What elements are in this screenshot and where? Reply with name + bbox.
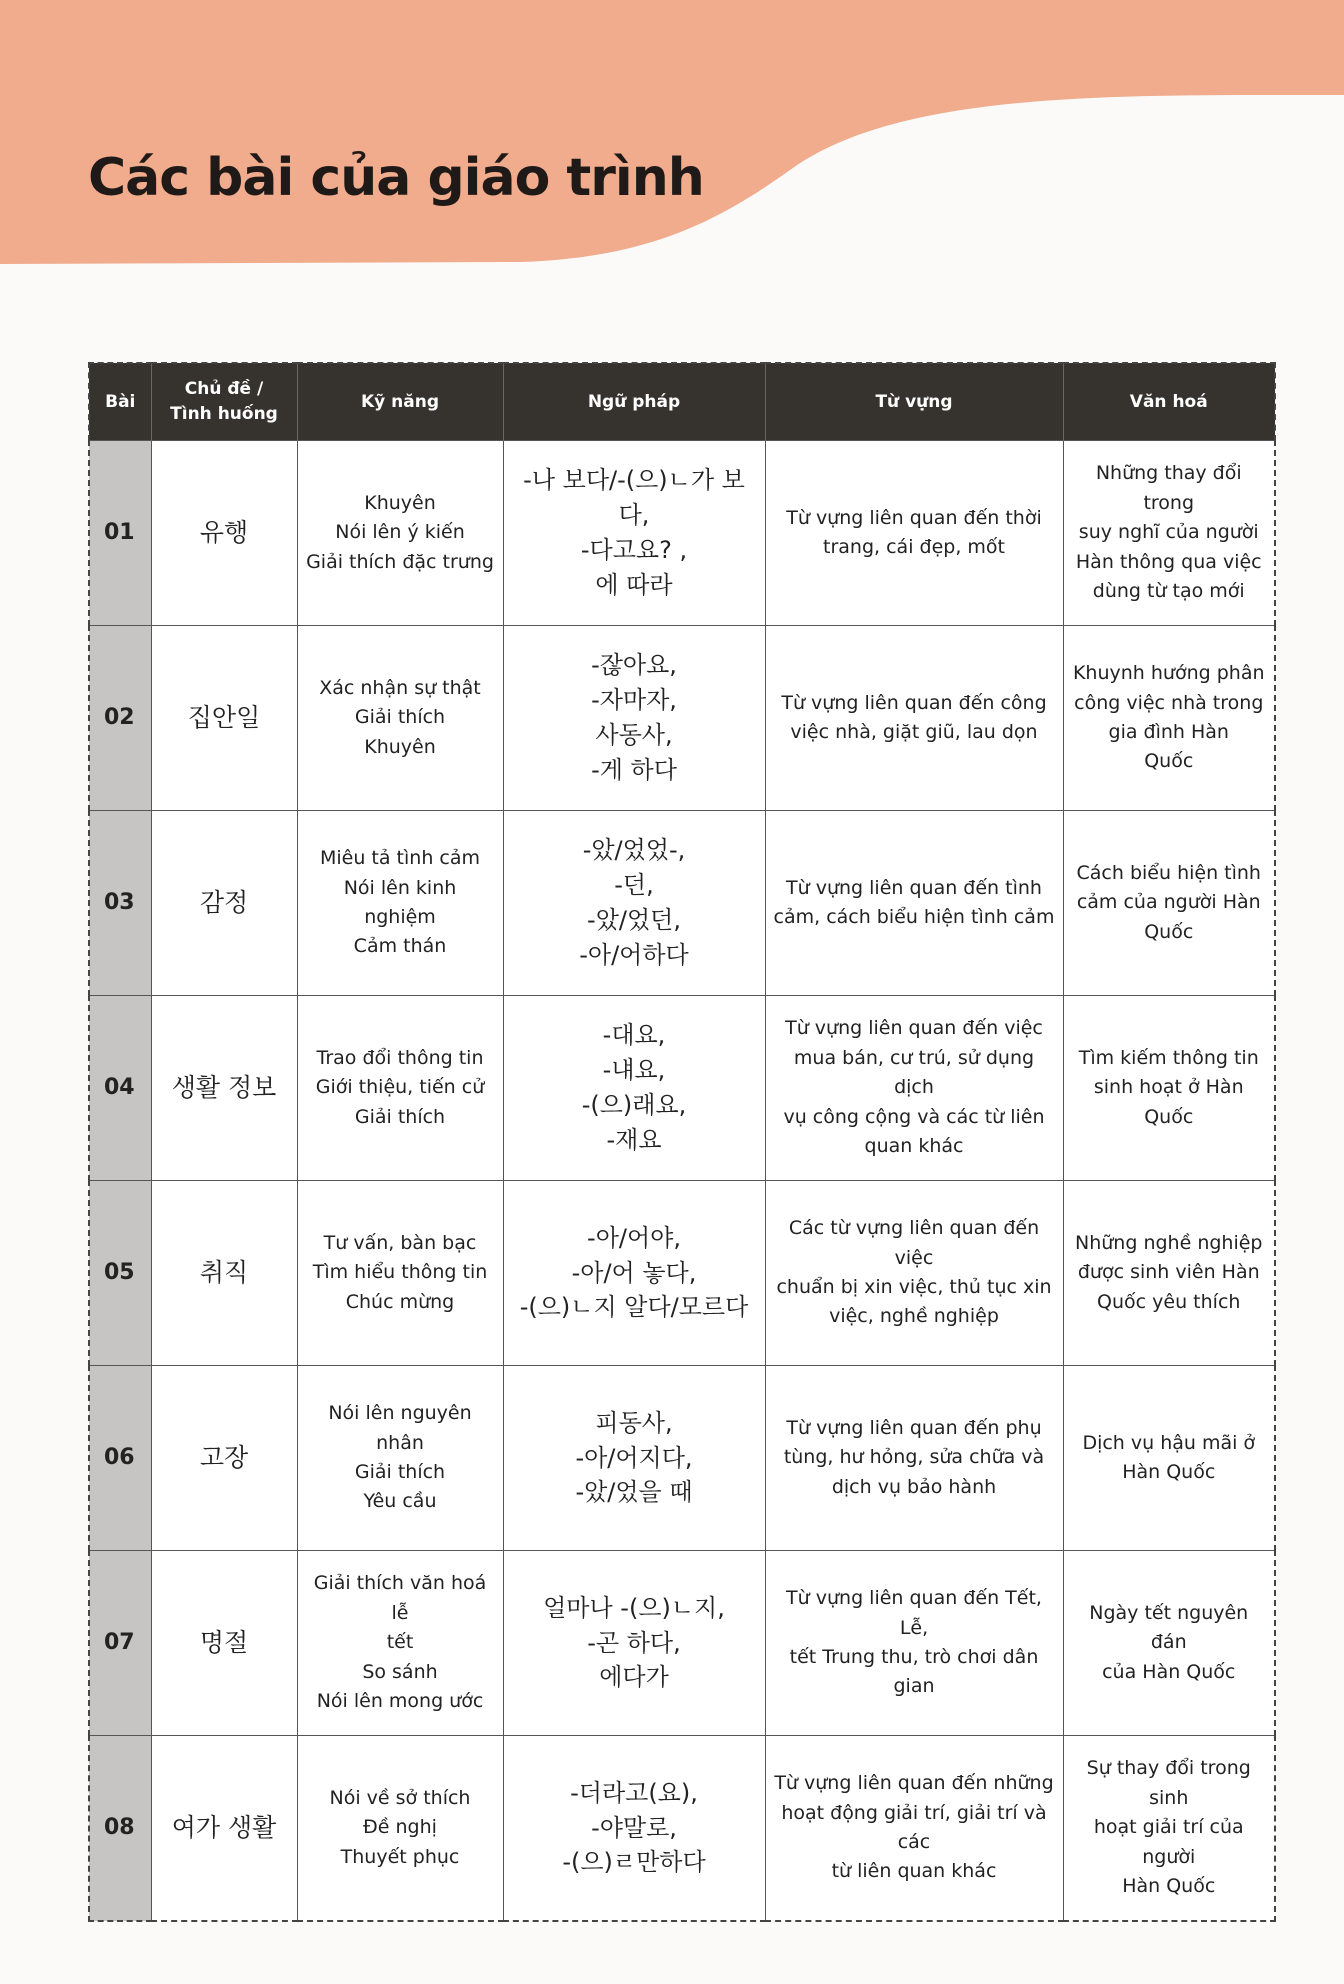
header-topic-line: Chủ đề / [184,379,264,400]
vocab-cell-line: chuẩn bị xin việc, thủ tục xin [776,1276,1052,1298]
grammar-cell-line: -(으)래요, [581,1091,687,1119]
banner-wave-shape [0,0,1344,264]
culture-cell-line: Hàn thông qua việc [1075,550,1262,573]
culture-cell-line: sinh hoạt ở Hàn Quốc [1093,1076,1244,1128]
grammar-cell-line: -았/었을 때 [575,1478,693,1507]
culture-cell-line: Những thay đổi trong [1095,462,1242,514]
header-lesson: Bài [89,363,151,441]
table-row [89,441,1275,626]
table-row [89,1551,1275,1736]
vocab-cell-line: cảm, cách biểu hiện tình cảm [773,906,1055,928]
curriculum-table [88,362,1276,1922]
vocab-cell-line: Từ vựng liên quan đến công [781,691,1047,714]
lesson-number: 06 [89,1366,151,1551]
skills-cell-line: Xác nhận sự thật [319,676,481,699]
topic-cell: 여가 생활 [151,1736,297,1922]
vocab-cell-line: vụ công cộng và các từ liên [783,1105,1045,1128]
header-skills: Kỹ năng [297,363,503,441]
skills-cell-line: Nói lên ý kiến [335,521,465,544]
skills-cell-line: Giải thích văn hoá lễ [313,1572,487,1624]
skills-cell [297,1736,503,1922]
culture-cell [1063,1736,1275,1922]
grammar-cell [503,626,765,811]
vocab-cell-line: Từ vựng liên quan đến những [774,1772,1054,1795]
vocab-cell-line: hoạt động giải trí, giải trí và các [781,1801,1047,1853]
vocab-cell-line: tùng, hư hỏng, sửa chữa và [783,1446,1045,1469]
header-topic [151,363,297,441]
grammar-cell-line: 에 따라 [595,570,673,599]
vocab-cell-line: từ liên quan khác [831,1860,997,1883]
skills-cell-line: Chúc mừng [345,1290,455,1313]
culture-cell-line: hoạt giải trí của người [1093,1816,1244,1868]
lesson-number: 04 [89,996,151,1181]
culture-cell-line: Khuynh hướng phân [1072,662,1265,685]
vocab-cell-line: quan khác [864,1135,964,1158]
topic-cell: 집안일 [151,626,297,811]
header-banner [0,0,1344,270]
vocab-cell [765,441,1063,626]
grammar-cell-line: -게 하다 [591,755,677,784]
skills-cell-line: Giải thích [354,1105,446,1128]
grammar-cell-line: -잖아요, [591,651,677,680]
skills-cell-line: Miêu tả tình cảm [319,847,481,870]
skills-cell-line: Yêu cầu [363,1490,437,1513]
grammar-cell-line: -(으)ㄹ만하다 [562,1848,706,1877]
grammar-cell-line: -냬요, [602,1056,666,1085]
topic-cell: 명절 [151,1551,297,1736]
skills-cell-line: Khuyên [364,491,436,514]
skills-cell-line: Nói lên kinh nghiệm [343,876,457,928]
grammar-cell-line: -재요 [606,1125,662,1154]
culture-cell [1063,441,1275,626]
skills-cell-line: Giải thích [354,1461,446,1483]
skills-cell-line: Nói lên nguyên nhân [328,1402,472,1454]
culture-cell [1063,626,1275,811]
vocab-cell [765,1366,1063,1551]
vocab-cell-line: Các từ vựng liên quan đến việc [788,1217,1040,1269]
grammar-cell-line: -나 보다/-(으)ㄴ가 보 [523,466,745,495]
page-title: Các bài của giáo trình [88,148,704,208]
culture-cell-line: Quốc [1144,750,1194,773]
vocab-cell [765,996,1063,1181]
skills-cell [297,1181,503,1366]
topic-cell: 취직 [151,1181,297,1366]
grammar-cell-line: 에다가 [599,1663,669,1692]
grammar-cell-line: -다고요? , [580,536,688,564]
skills-cell [297,1366,503,1551]
lesson-number: 05 [89,1181,151,1366]
skills-cell-line: Nói về sở thích [329,1786,471,1809]
table-row [89,626,1275,811]
grammar-cell-line: -던, [614,871,654,900]
grammar-cell-line: -더라고(요), [570,1778,698,1807]
culture-cell-line: dùng từ tạo mới [1092,580,1245,603]
header-topic-line: Tình huống [170,404,278,424]
vocab-cell [765,626,1063,811]
vocab-cell-line: Từ vựng liên quan đến tình [786,876,1042,899]
table-row [89,1736,1275,1922]
grammar-cell [503,441,765,626]
grammar-cell-line: 얼마나 -(으)ㄴ지, [543,1593,725,1622]
skills-cell [297,811,503,996]
grammar-cell-line: -아/어 놓다, [571,1258,697,1287]
vocab-cell-line: Từ vựng liên quan đến phụ [786,1416,1042,1439]
lesson-number: 03 [89,811,151,996]
culture-cell [1063,1551,1275,1736]
culture-cell-line: Hàn Quốc [1122,1875,1216,1898]
vocab-cell-line: việc nhà, giặt giũ, lau dọn [790,721,1038,743]
grammar-cell [503,1551,765,1736]
lesson-number: 02 [89,626,151,811]
skills-cell-line: Thuyết phục [340,1845,460,1868]
topic-cell: 유행 [151,441,297,626]
grammar-cell [503,1736,765,1922]
grammar-cell [503,1181,765,1366]
grammar-cell-line: -았/었던, [587,906,681,934]
vocab-cell-line: dịch vụ bảo hành [831,1475,997,1498]
grammar-cell-line: -아/어하다 [579,940,689,969]
skills-cell-line: Tư vấn, bàn bạc [323,1231,477,1254]
skills-cell-line: Trao đổi thông tin [316,1046,484,1069]
skills-cell-line: Giải thích đặc trưng [306,550,494,573]
skills-cell-line: Tìm hiểu thông tin [312,1261,488,1284]
skills-cell-line: Cảm thán [353,935,447,958]
grammar-cell-line: 피동사, [595,1408,673,1437]
grammar-cell-line: -았/었었-, [582,836,686,865]
culture-cell-line: của Hàn Quốc [1102,1660,1236,1683]
vocab-cell [765,811,1063,996]
culture-cell-line: Quốc yêu thích [1097,1290,1241,1313]
grammar-cell-line: -아/어지다, [575,1443,693,1472]
grammar-cell-line: 사동사, [595,721,673,749]
skills-cell-line: Giới thiệu, tiến cử [315,1076,485,1099]
culture-cell-line: suy nghĩ của người [1078,521,1259,544]
table-row [89,996,1275,1181]
grammar-cell-line: 다, [618,501,650,530]
vocab-cell-line: việc, nghề nghiệp [829,1305,999,1328]
culture-cell-line: Sự thay đổi trong sinh [1086,1757,1251,1809]
skills-cell [297,626,503,811]
culture-cell-line: Quốc [1144,920,1194,943]
skills-cell [297,1551,503,1736]
vocab-cell [765,1551,1063,1736]
culture-cell-line: cảm của người Hàn [1076,891,1261,914]
vocab-cell-line: Từ vựng liên quan đến thời [786,506,1042,529]
culture-cell [1063,811,1275,996]
culture-cell-line: Cách biểu hiện tình [1076,861,1261,884]
culture-cell-line: Tìm kiếm thông tin [1078,1046,1259,1069]
lesson-number: 08 [89,1736,151,1922]
vocab-cell [765,1181,1063,1366]
culture-cell-line: Những nghề nghiệp [1075,1231,1263,1254]
grammar-cell-line: -야말로, [591,1813,677,1842]
header-grammar: Ngữ pháp [503,363,765,441]
table-header-row [89,363,1275,441]
grammar-cell [503,996,765,1181]
skills-cell [297,441,503,626]
table-row [89,1181,1275,1366]
skills-cell-line: So sánh [362,1660,438,1683]
grammar-cell-line: -아/어야, [587,1223,681,1252]
culture-cell [1063,1181,1275,1366]
grammar-cell-line: -곤 하다, [587,1628,681,1657]
culture-cell-line: Dịch vụ hậu mãi ở [1082,1431,1256,1454]
skills-cell-line: Nói lên mong ước [316,1690,484,1713]
vocab-cell-line: tết Trung thu, trò chơi dân gian [789,1646,1039,1698]
skills-cell-line: Khuyên [364,735,436,758]
culture-cell [1063,996,1275,1181]
topic-cell: 감정 [151,811,297,996]
table-row [89,811,1275,996]
culture-cell [1063,1366,1275,1551]
grammar-cell-line: -자마자, [591,686,677,715]
vocab-cell-line: Từ vựng liên quan đến Tết, Lễ, [786,1587,1042,1639]
skills-cell-line: Giải thích [354,706,446,729]
grammar-cell [503,811,765,996]
vocab-cell-line: Từ vựng liên quan đến việc [785,1017,1043,1040]
grammar-cell-line: -(으)ㄴ지 알다/모르다 [519,1293,749,1322]
lesson-number: 07 [89,1551,151,1736]
header-culture: Văn hoá [1063,363,1275,441]
topic-cell: 고장 [151,1366,297,1551]
vocab-cell-line: trang, cái đẹp, mốt [823,536,1005,558]
skills-cell-line: tết [386,1631,414,1654]
culture-cell-line: Hàn Quốc [1122,1461,1216,1483]
header-vocab: Từ vựng [765,363,1063,441]
vocab-cell [765,1736,1063,1922]
skills-cell [297,996,503,1181]
grammar-cell-line: -대요, [602,1021,666,1050]
skills-cell-line: Đề nghị [363,1816,437,1839]
grammar-cell [503,1366,765,1551]
culture-cell-line: gia đình Hàn [1108,721,1229,743]
lesson-number: 01 [89,441,151,626]
table-row [89,1366,1275,1551]
culture-cell-line: công việc nhà trong [1074,691,1264,714]
culture-cell-line: được sinh viên Hàn [1077,1261,1260,1284]
culture-cell-line: Ngày tết nguyên đán [1089,1601,1249,1654]
vocab-cell-line: mua bán, cư trú, sử dụng dịch [793,1046,1035,1099]
topic-cell: 생활 정보 [151,996,297,1181]
